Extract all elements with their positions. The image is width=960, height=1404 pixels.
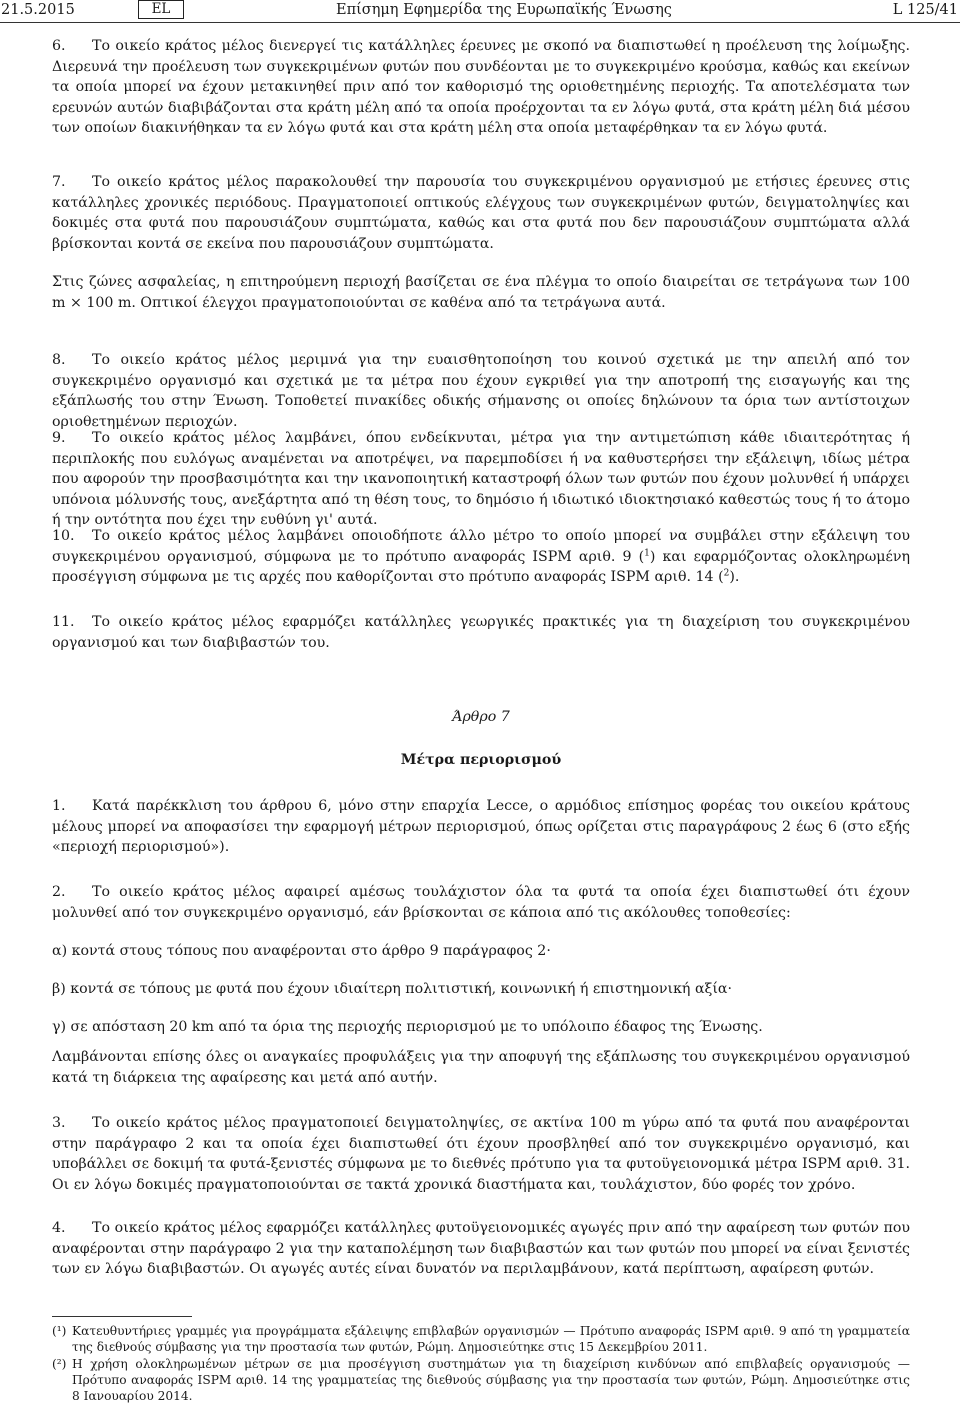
- list-item-c: γ) σε απόσταση 20 km από τα όρια της περιοχής περιορισμού με το υπόλοιπο έδαφος της Ένωσης.: [52, 1019, 763, 1035]
- article-paragraph-1: [52, 796, 910, 858]
- footnote-rule: [52, 1316, 192, 1317]
- journal-title: Επίσημη Εφημερίδα της Ευρωπαϊκής Ένωσης: [336, 2, 672, 18]
- footnote-text: Κατευθυντήριες γραμμές για προγράμματα εξάλειψης επιβλαβών οργανισμών — Πρότυπο αναφοράς ISPM αριθ. 9 από τη γραμματεία της διεθνούς σύμβασης για την προστασία των φυτών, Ρώμη. Δημοσιεύτηκε στις 15 Δεκεμβρίου 2011.: [72, 1324, 910, 1354]
- article-title: Μέτρα περιορισμού: [400, 752, 562, 768]
- paragraph-text: Το οικείο κράτος μέλος πραγματοποιεί δειγματοληψίες, σε ακτίνα 100 m γύρω από τα φυτά που αναφέρονται στην παράγραφο 2 και τα οποία έχει διαπιστωθεί ότι έχουν προσβληθεί από τον συγκεκριμένο οργανισμό, και υποβάλλει σε δοκιμή τα φυτά-ξενιστές σύμφωνα με το διεθνές πρότυπο για τα φυτοϋγειονομικά μέτρα ISPM αριθ. 31. Οι εν λόγω δοκιμές πραγματοποιούνται σε τακτά χρονικά διαστήματα και, τουλάχιστον, δύο φορές τον χρόνο.: [52, 1115, 910, 1193]
- publication-date: 21.5.2015: [1, 2, 75, 18]
- footnote-text: Η χρήση ολοκληρωμένων μέτρων σε μια προσέγγιση συστημάτων για τη διαχείριση κινδύνων από επιβλαβείς οργανισμούς — Πρότυπο αναφοράς ISPM αριθ. 14 της γραμματείας της διεθνούς σύμβασης για την προστασία των φυτών, Ρώμη. Δημοσιεύτηκε στις 8 Ιανουαρίου 2014.: [72, 1357, 910, 1403]
- article-number: Άρθρο 7: [452, 709, 510, 725]
- article-paragraph-2: [52, 882, 910, 923]
- paragraph-text: ) και εφαρμόζοντας ολοκληρωμένη προσέγγιση σύμφωνα με τις αρχές που καθορίζονται στο πρότυπο αναφοράς ISPM αριθ. 14 (: [52, 548, 910, 585]
- page-header: [0, 0, 960, 22]
- paragraph-number: 2.: [52, 884, 66, 900]
- paragraph-text: Το οικείο κράτος μέλος λαμβάνει οποιοδήποτε άλλο μέτρο το οποίο μπορεί να συμβάλει στην εξάλειψη του συγκεκριμένου οργανισμού, σύμφωνα με το πρότυπο αναφοράς ISPM αριθ. 9 (: [52, 528, 910, 565]
- list-item-b: β) κοντά σε τόπους με φυτά που έχουν ιδιαίτερη πολιτιστική, κοινωνική ή επιστημονική αξία·: [52, 981, 732, 997]
- paragraph-text: ).: [729, 569, 740, 585]
- article-paragraph-3: [52, 1113, 910, 1195]
- paragraph-7: [52, 172, 910, 254]
- paragraph-number: 1.: [52, 798, 66, 814]
- paragraph-6: [52, 36, 910, 139]
- paragraph-8: [52, 350, 910, 432]
- footnote-mark: (²): [52, 1357, 67, 1371]
- header-rule: [0, 22, 960, 23]
- page-number: L 125/41: [892, 2, 958, 18]
- paragraph-number: 8.: [52, 352, 66, 368]
- footnote-ref-1[interactable]: 1: [644, 547, 650, 558]
- list-item-a: α) κοντά στους τόπους που αναφέρονται στο άρθρο 9 παράγραφος 2·: [52, 943, 551, 959]
- paragraph-number: 3.: [52, 1115, 66, 1131]
- paragraph-10: [52, 526, 910, 588]
- paragraph-number: 7.: [52, 174, 66, 190]
- footnote-2: [52, 1356, 910, 1404]
- paragraph-text: Το οικείο κράτος μέλος εφαρμόζει κατάλληλες γεωργικές πρακτικές για τη διαχείριση του συγκεκριμένου οργανισμού και των διαβιβαστών του.: [52, 614, 910, 651]
- paragraph-number: 10.: [52, 528, 75, 544]
- footnote-mark: (¹): [52, 1324, 67, 1338]
- language-badge: EL: [138, 0, 184, 19]
- paragraph-number: 9.: [52, 430, 66, 446]
- paragraph-text: Κατά παρέκκλιση του άρθρου 6, μόνο στην επαρχία Lecce, ο αρμόδιος επίσημος φορέας του οικείου κράτους μέλους μπορεί να αποφασίσει την εφαρμογή μέτρων περιορισμού, όπως ορίζεται στις παραγράφους 2 έως 6 (στο εξής «περιοχή περιορισμού»).: [52, 798, 910, 855]
- paragraph-text: Το οικείο κράτος μέλος εφαρμόζει κατάλληλες φυτοϋγειονομικές αγωγές πριν από την αφαίρεση των φυτών που αναφέρονται στην παράγραφο 2 για την καταπολέμηση των διαβιβαστών και των φυτών που μπορεί να είναι ξενιστές των εν λόγω διαβιβαστών. Οι αγωγές αυτές είναι δυνατόν να περιλαμβάνουν, κατά περίπτωση, αφαίρεση φυτών.: [52, 1220, 910, 1277]
- paragraph-text: Πραγματοποιεί οπτικούς ελέγχους των συγκεκριμένων φυτών, δειγματοληψίες και δοκιμές στα φυτά που παρουσιάζουν συμπτώματα, καθώς και στα φυτά που δεν παρουσιάζουν συμπτώματα αλλά βρίσκονται κοντά σε εκείνα που παρουσιάζουν συμπτώματα.: [52, 194, 910, 252]
- paragraph-text: Το οικείο κράτος μέλος διενεργεί τις κατάλληλες έρευνες με σκοπό να διαπιστωθεί η προέλευση της λοίμωξης. Διερευνά την προέλευση των συγκεκριμένων φυτών που συνδέονται με το συγκεκριμένο κρούσμα, καθώς και εκείνων τα οποία μπορεί να έχουν μετακινηθεί πριν από τον καθορισμό της οριοθετημένης περιοχής.: [52, 38, 910, 95]
- footnote-ref-2[interactable]: 2: [723, 568, 730, 579]
- footnote-1: [52, 1323, 910, 1355]
- paragraph-text: Στις ζώνες ασφαλείας, η επιτηρούμενη περιοχή βασίζεται σε ένα πλέγμα το οποίο διαιρείται σε τετράγωνα των 100 m × 100 m. Οπτικοί έλεγχοι πραγματοποιούνται σε καθένα από τα τετράγωνα αυτά.: [52, 274, 910, 311]
- paragraph-text: Το οικείο κράτος μέλος μεριμνά για την ευαισθητοποίηση του κοινού σχετικά με την απειλή από τον συγκεκριμένο οργανισμό και σχετικά με τα μέτρα που έχουν εγκριθεί για την αποτροπή της εισαγωγής και της εξάπλωσής του στην Ένωση. Τοποθετεί πινακίδες οδικής σήμανσης οι οποίες δηλώνουν τα όρια των αντίστοιχων οριοθετημένων περιοχών.: [52, 352, 910, 430]
- article-paragraph-2-tail: [52, 1047, 910, 1088]
- paragraph-number: 6.: [52, 38, 66, 54]
- paragraph-text: Το οικείο κράτος μέλος παρακολουθεί την παρουσία του συγκεκριμένου οργανισμού με ετήσιες έρευνες στις κατάλληλες χρονικές περιόδους.: [52, 174, 910, 211]
- paragraph-9: [52, 428, 910, 531]
- paragraph-text: Λαμβάνονται επίσης όλες οι αναγκαίες προφυλάξεις για την αποφυγή της εξάπλωσης του συγκεκριμένου οργανισμού κατά τη διάρκεια της αφαίρεσης και μετά από αυτήν.: [52, 1049, 910, 1086]
- paragraph-11: [52, 612, 910, 653]
- paragraph-number: 11.: [52, 614, 75, 630]
- paragraph-text: Το οικείο κράτος μέλος λαμβάνει, όπου ενδείκνυται, μέτρα για την αντιμετώπιση κάθε ιδιαιτερότητας ή περιπλοκής που ευλόγως αναμένεται να αποτρέψει, να παρεμποδίσει ή να καθυστερήσει την εξάλειψη, ιδίως μέτρα που αφορούν την προσβασιμότητα και την ικανοποιητική καταστροφή όλων των φυτών που έχουν μολυνθεί ή υπάρχει υπόνοια μόλυνσής τους, ανεξάρτητα από τη θέση τους, το δημόσιο ή ιδιωτικό ιδιοκτησιακό καθεστώς τους ή το άτομο ή την οντότητα που έχει την ευθύνη γι' αυτά.: [52, 430, 910, 528]
- paragraph-text: Τα αποτελέσματα των ερευνών αυτών διαβιβάζονται στα κράτη μέλη από τα οποία προέρχονται τα εν λόγω φυτά, στα κράτη μέλη διά μέσου των οποίων διακινήθηκαν τα εν λόγω φυτά και στα κράτη μέλη στα οποία μεταφέρθηκαν τα εν λόγω φυτά.: [52, 79, 910, 136]
- paragraph-text: Το οικείο κράτος μέλος αφαιρεί αμέσως τουλάχιστον όλα τα φυτά τα οποία έχει διαπιστωθεί ότι έχουν μολυνθεί από τον συγκεκριμένο οργανισμό, εάν βρίσκονται σε κάποια από τις ακόλουθες τοποθεσίες:: [52, 884, 910, 921]
- paragraph-number: 4.: [52, 1220, 66, 1236]
- article-paragraph-4: [52, 1218, 910, 1280]
- paragraph-7-grid: [52, 272, 910, 313]
